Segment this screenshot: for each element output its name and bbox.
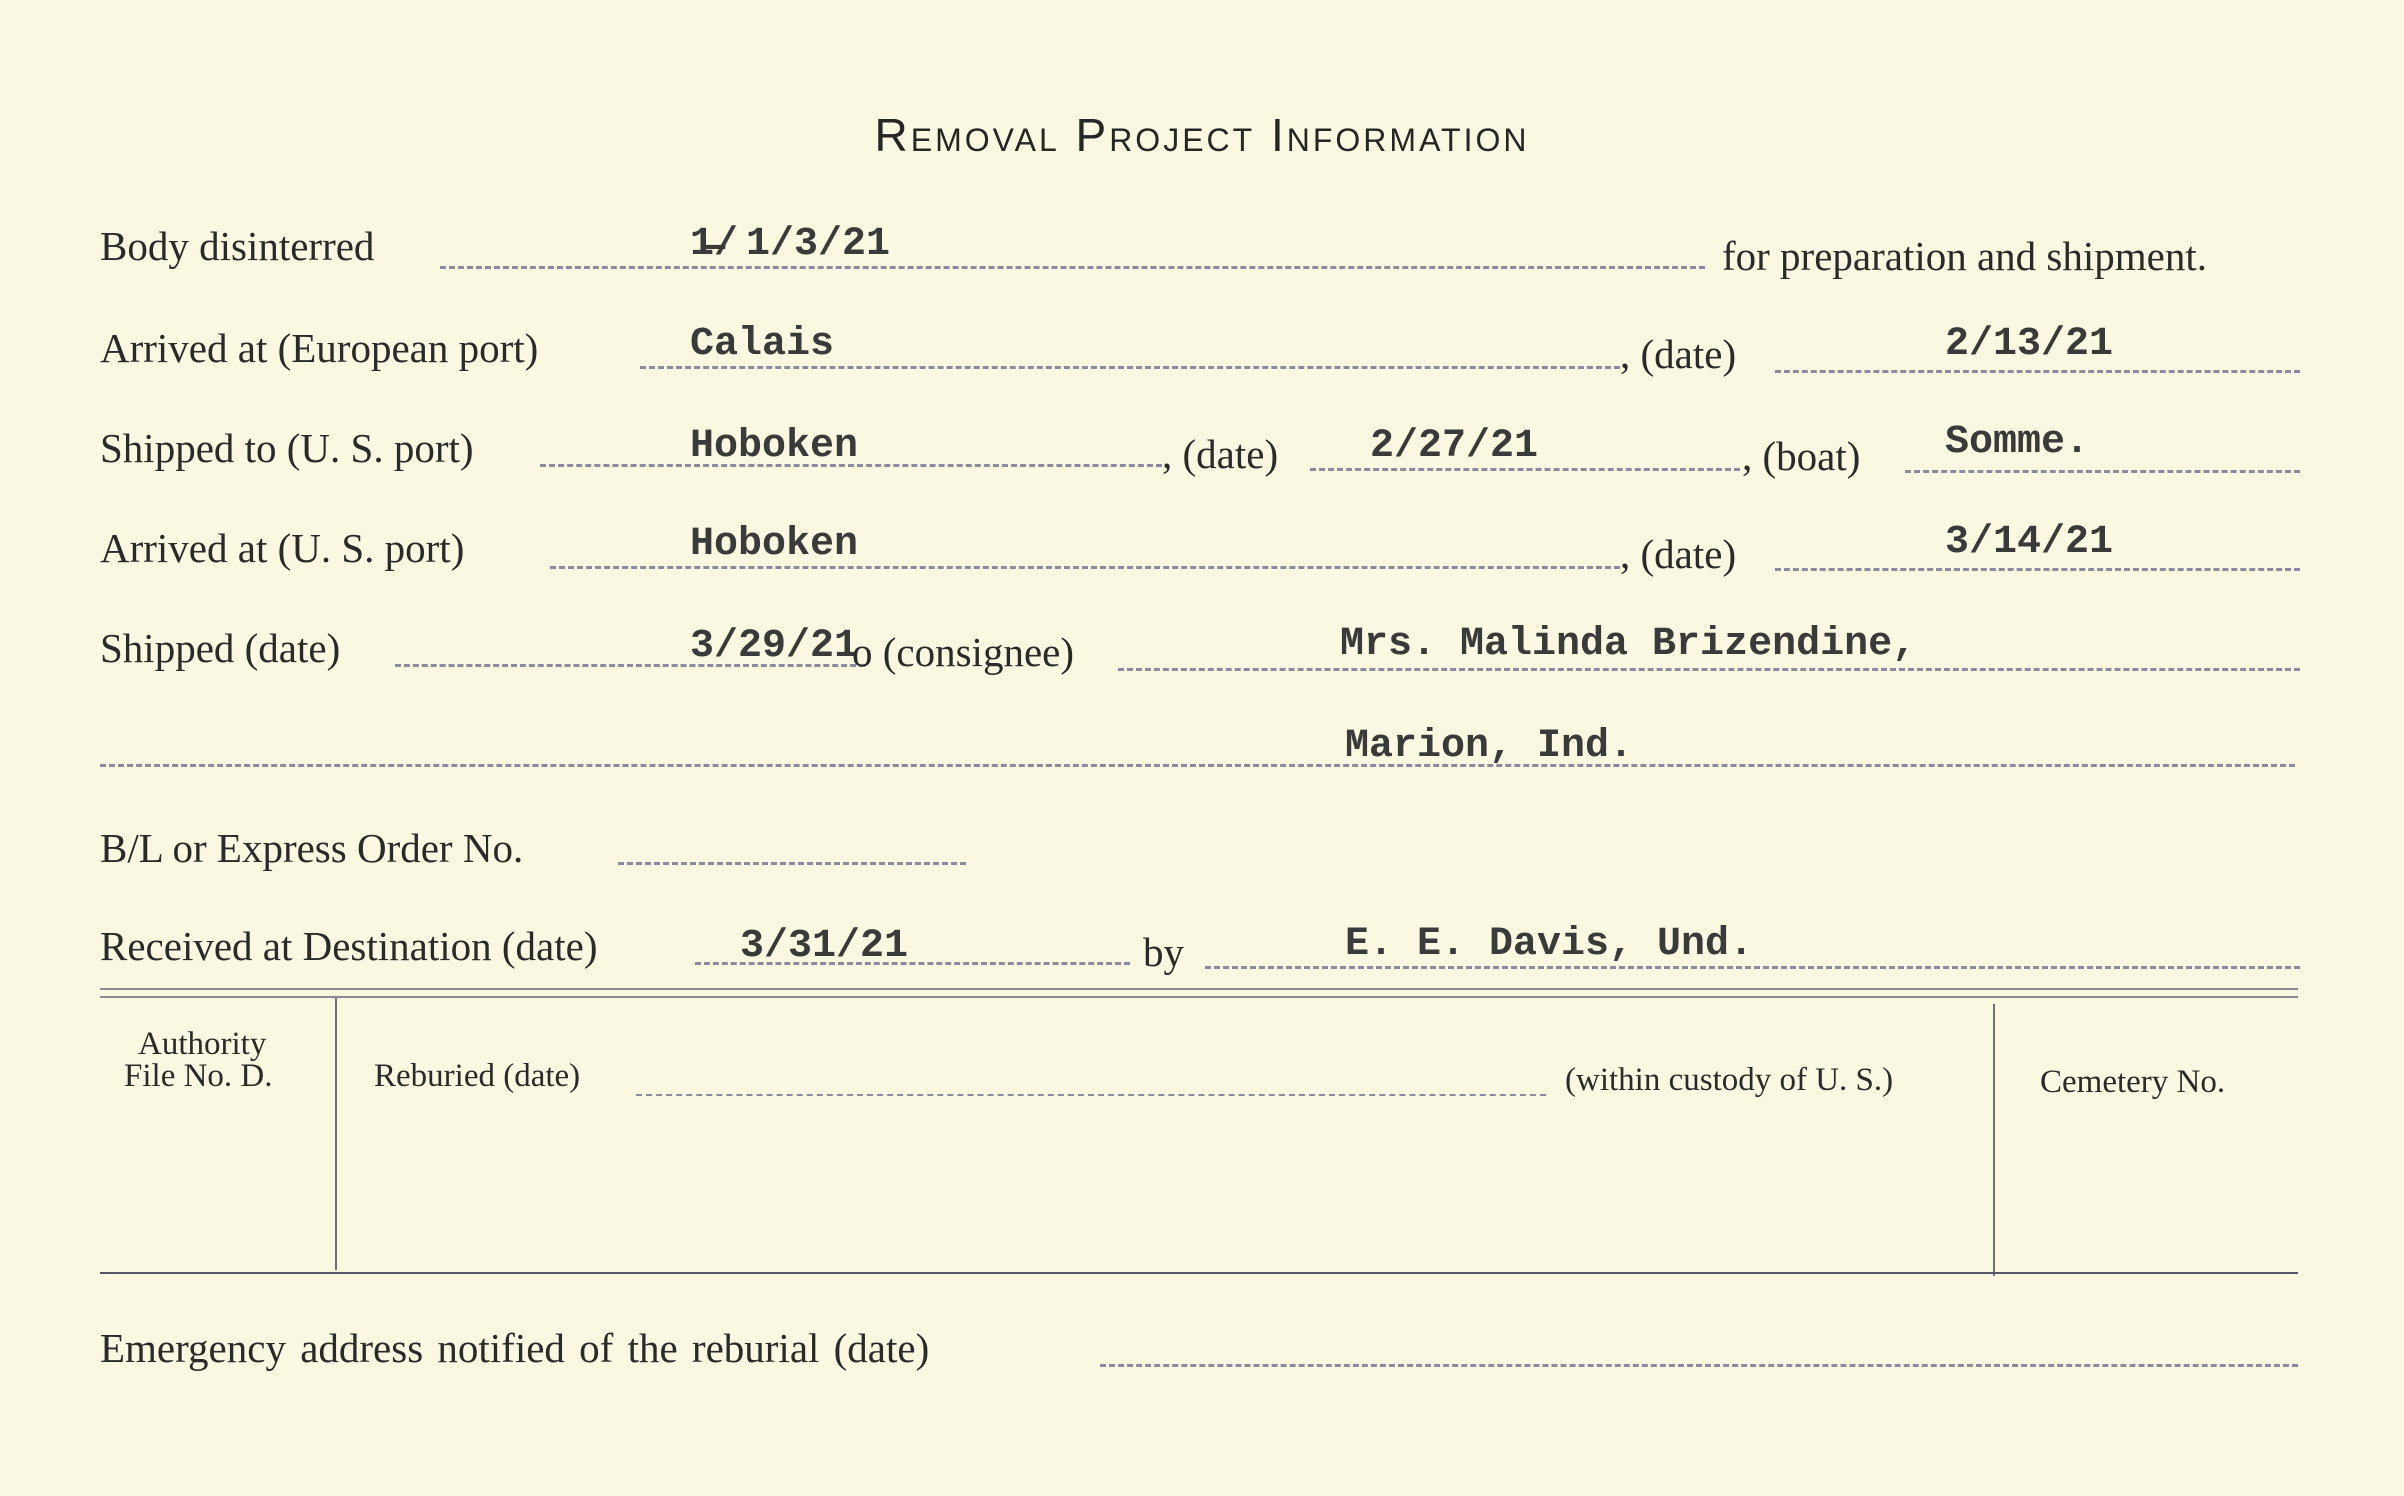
address-line bbox=[100, 764, 2295, 767]
us-arrived-date-value: 3/14/21 bbox=[1945, 520, 2114, 565]
emergency-address-label: Emergency address notified of the reburial (date) bbox=[100, 1325, 930, 1371]
us-arrived-date-line bbox=[1775, 568, 2300, 571]
received-date-value: 3/31/21 bbox=[740, 924, 909, 969]
us-arrived-date-label: , (date) bbox=[1620, 531, 1737, 577]
shipped-date-value: 3/29/21 bbox=[690, 624, 859, 669]
authority-label-line1: Authority bbox=[138, 1026, 267, 1062]
authority-label-line2: File No. D. bbox=[124, 1058, 273, 1094]
consignee-label: o (consignee) bbox=[852, 629, 1074, 675]
european-port-value: Calais bbox=[690, 322, 835, 367]
body-disinterred-value: 1̶/ 1/3/21 bbox=[690, 222, 891, 267]
us-port-arrived-label: Arrived at (U. S. port) bbox=[100, 525, 465, 571]
box-top-rule-2 bbox=[100, 996, 2298, 998]
boat-label: , (boat) bbox=[1742, 433, 1861, 479]
body-disinterred-label: Body disinterred bbox=[100, 223, 375, 269]
box-divider-right bbox=[1993, 1004, 1995, 1276]
preparation-shipment-label: for preparation and shipment. bbox=[1722, 233, 2208, 279]
bl-order-label: B/L or Express Order No. bbox=[100, 825, 524, 871]
us-shipped-date-value: 2/27/21 bbox=[1370, 424, 1539, 469]
emergency-address-line bbox=[1100, 1364, 2298, 1367]
body-disinterred-line bbox=[440, 266, 1705, 269]
bl-order-line bbox=[618, 862, 966, 865]
reburied-date-line bbox=[636, 1094, 1546, 1096]
consignee-value: Mrs. Malinda Brizendine, bbox=[1340, 622, 1917, 667]
received-by-label: by bbox=[1143, 929, 1184, 975]
european-date-line bbox=[1775, 370, 2300, 373]
received-destination-label: Received at Destination (date) bbox=[100, 923, 598, 969]
received-by-value: E. E. Davis, Und. bbox=[1345, 922, 1754, 967]
card-title: Removal Project Information bbox=[874, 109, 1530, 161]
european-date-label: , (date) bbox=[1620, 331, 1737, 377]
box-divider-left bbox=[335, 998, 337, 1270]
consignee-line bbox=[1118, 668, 2300, 671]
us-port-shipped-value: Hoboken bbox=[690, 424, 859, 469]
box-bottom-rule bbox=[100, 1272, 2298, 1274]
cemetery-no-label: Cemetery No. bbox=[2040, 1064, 2226, 1100]
reburied-date-label: Reburied (date) bbox=[374, 1058, 581, 1094]
shipped-date-label: Shipped (date) bbox=[100, 625, 341, 671]
boat-line bbox=[1905, 470, 2300, 473]
european-port-label: Arrived at (European port) bbox=[100, 325, 539, 371]
box-top-rule-1 bbox=[100, 988, 2298, 990]
boat-value: Somme. bbox=[1945, 420, 2090, 465]
us-port-shipped-label: Shipped to (U. S. port) bbox=[100, 425, 474, 471]
us-shipped-date-label: , (date) bbox=[1162, 431, 1279, 477]
european-date-value: 2/13/21 bbox=[1945, 322, 2114, 367]
custody-label: (within custody of U. S.) bbox=[1565, 1062, 1894, 1098]
us-port-arrived-value: Hoboken bbox=[690, 522, 859, 567]
consignee-address-value: Marion, Ind. bbox=[1345, 724, 1634, 769]
